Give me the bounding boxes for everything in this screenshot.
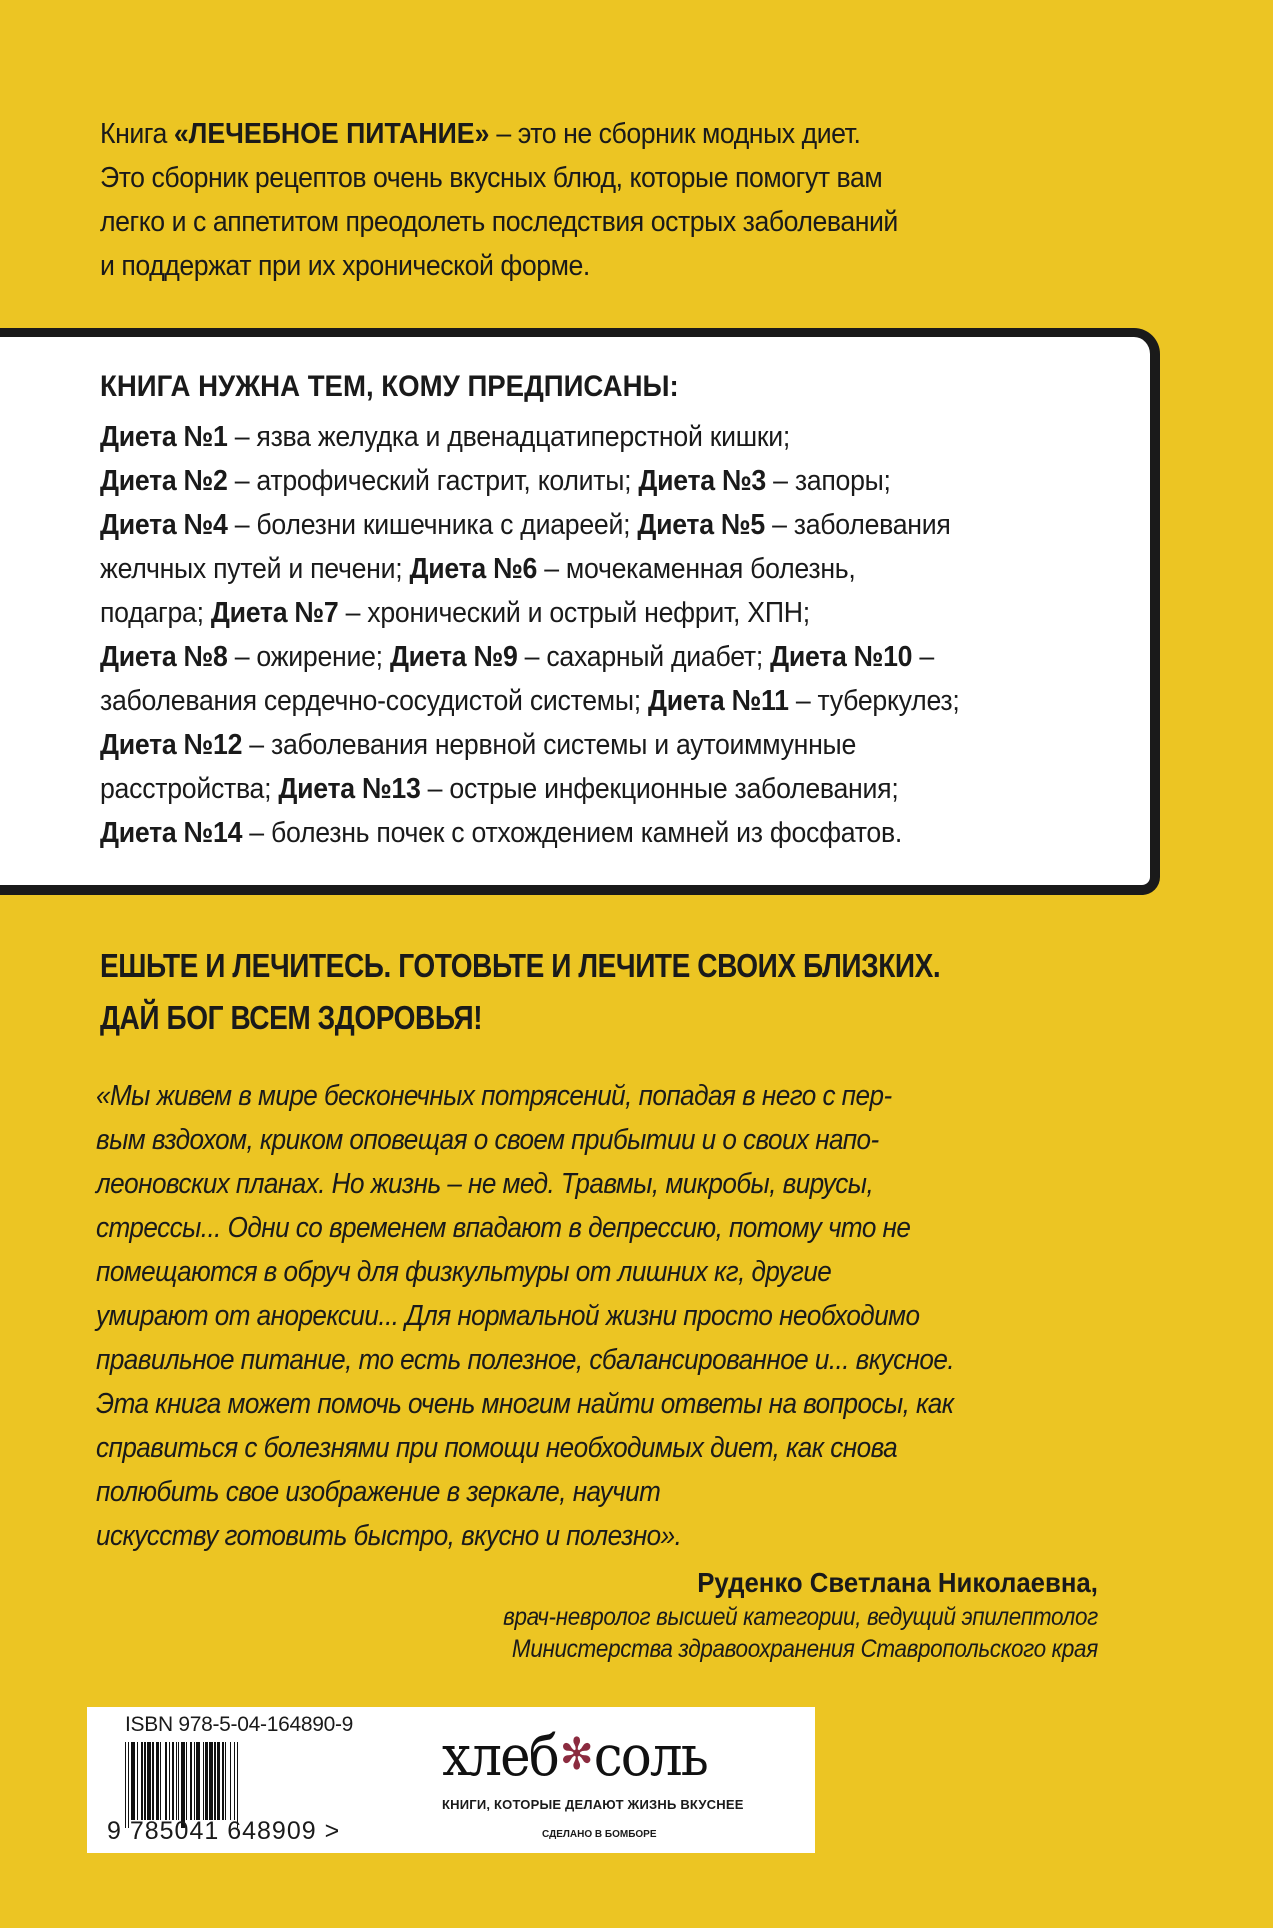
diet-list (100, 415, 1075, 855)
slogan-line-1: ЕШЬТЕ И ЛЕЧИТЕСЬ. ГОТОВЬТЕ И ЛЕЧИТЕ СВОИХ БЛИЗКИХ. (100, 947, 941, 984)
diet-number: Диета №11 (648, 685, 789, 717)
diet-number: Диета №3 (638, 465, 767, 497)
diet-number: Диета №13 (278, 773, 421, 805)
intro-line-3: легко и с аппетитом преодолеть последствия острых заболеваний (100, 206, 898, 238)
publisher-info-box (87, 1707, 815, 1853)
diet-line (100, 547, 1075, 591)
author-title-line-2: Министерства здравоохранения Ставропольского края (512, 1635, 1098, 1663)
publisher-made-in: СДЕЛАНО В БОМБОРЕ (542, 1829, 657, 1840)
diet-list-box (0, 328, 1160, 895)
intro-line-4: и поддержат при их хронической форме. (100, 250, 590, 282)
diet-line (100, 415, 1075, 459)
diet-number: Диета №5 (637, 509, 765, 541)
quote-line: стрессы... Одни со временем впадают в депрессию, потому что не (96, 1212, 911, 1244)
diet-condition: – атрофический гастрит, колиты; (227, 465, 639, 497)
diet-condition: желчных путей и печени; (100, 553, 410, 585)
quote-line: умирают от анорексии... Для нормальной жизни просто необходимо (96, 1300, 920, 1332)
diet-condition: – острые инфекционные заболевания; (420, 773, 899, 805)
flower-star-icon: ✻ (559, 1729, 592, 1780)
logo-word-right: соль (593, 1724, 707, 1789)
diet-condition: – язва желудка и двенадцатиперстной кишки; (227, 421, 791, 453)
barcode-digits: 9 785041 648909 > (107, 1817, 341, 1845)
intro-prefix: Книга (100, 118, 174, 150)
diet-condition: расстройства; (100, 773, 279, 805)
diet-line (100, 591, 1075, 635)
logo-word-left: хлеб (442, 1724, 558, 1789)
diet-condition: – мочекаменная болезнь, (537, 553, 856, 585)
diet-condition: – хронический и острый нефрит, ХПН; (338, 597, 810, 629)
diet-number: Диета №14 (100, 817, 243, 849)
diet-condition: – болезнь почек с отхождением камней из фосфатов. (242, 817, 903, 849)
diet-condition: – ожирение; (227, 641, 390, 673)
diet-number: Диета №12 (100, 729, 243, 761)
diet-condition: – сахарный диабет; (517, 641, 771, 673)
diet-number: Диета №1 (100, 421, 228, 453)
diet-number: Диета №6 (409, 553, 538, 585)
intro-line-1 (100, 112, 1020, 156)
diet-condition: – туберкулез; (788, 685, 960, 717)
quote-line: правильное питание, то есть полезное, сбалансированное и... вкусное. (96, 1344, 955, 1376)
diet-line (100, 635, 1075, 679)
diet-condition: – заболевания нервной системы и аутоиммунные (242, 729, 857, 761)
quote-line: «Мы живем в мире бесконечных потрясений, попадая в него с пер- (96, 1080, 892, 1112)
diet-number: Диета №8 (100, 641, 228, 673)
slogan-line-2: ДАЙ БОГ ВСЕМ ЗДОРОВЬЯ! (100, 999, 483, 1036)
diet-number: Диета №7 (210, 597, 339, 629)
diet-box-heading: КНИГА НУЖНА ТЕМ, КОМУ ПРЕДПИСАНЫ: (100, 370, 679, 403)
quote-line: искусству готовить быстро, вкусно и полезно». (96, 1520, 682, 1552)
diet-condition: – болезни кишечника с диареей; (227, 509, 638, 541)
diet-condition: – (912, 641, 934, 673)
intro-paragraph (100, 112, 1020, 288)
diet-line (100, 811, 1075, 855)
quote-line: Эта книга может помочь очень многим найти ответы на вопросы, как (96, 1388, 954, 1420)
slogan (100, 940, 940, 1044)
author-title-line-1: врач-невролог высшей категории, ведущий эпилептолог (503, 1603, 1098, 1631)
publisher-tagline: КНИГИ, КОТОРЫЕ ДЕЛАЮТ ЖИЗНЬ ВКУСНЕЕ (442, 1797, 744, 1812)
quote-line: вым вздохом, криком оповещая о своем прибытии и о своих напо- (96, 1124, 879, 1156)
quote-line: леоновских планах. Но жизнь – не мед. Травмы, микробы, вирусы, (96, 1168, 874, 1200)
diet-line (100, 767, 1075, 811)
diet-condition: заболевания сердечно-сосудистой системы; (100, 685, 649, 717)
author-name: Руденко Светлана Николаевна, (697, 1567, 1098, 1598)
diet-line (100, 503, 1075, 547)
diet-line (100, 723, 1075, 767)
diet-line (100, 679, 1075, 723)
book-title: «ЛЕЧЕБНОЕ ПИТАНИЕ» (173, 118, 490, 150)
intro-line1-rest: – это не сборник модных диет. (489, 118, 861, 150)
barcode-icon (125, 1742, 355, 1820)
diet-number: Диета №10 (770, 641, 913, 673)
intro-line-2: Это сборник рецептов очень вкусных блюд, которые помогут вам (100, 162, 883, 194)
quote-author (437, 1565, 1098, 1665)
diet-condition: – заболевания (764, 509, 951, 541)
isbn-label: ISBN 978-5-04-164890-9 (125, 1713, 354, 1736)
diet-condition: – запоры; (766, 465, 891, 497)
diet-number: Диета №9 (389, 641, 518, 673)
diet-number: Диета №2 (100, 465, 228, 497)
publisher-logo (442, 1725, 707, 1787)
quote-line: полюбить свое изображение в зеркале, научит (96, 1476, 661, 1508)
quote-line: справиться с болезнями при помощи необходимых диет, как снова (96, 1432, 898, 1464)
diet-condition: подагра; (100, 597, 211, 629)
quote-line: помещаются в обруч для физкультуры от лишних кг, другие (96, 1256, 832, 1288)
diet-box-content (100, 365, 1075, 855)
testimonial-quote (96, 1074, 1140, 1558)
diet-number: Диета №4 (100, 509, 228, 541)
diet-line (100, 459, 1075, 503)
